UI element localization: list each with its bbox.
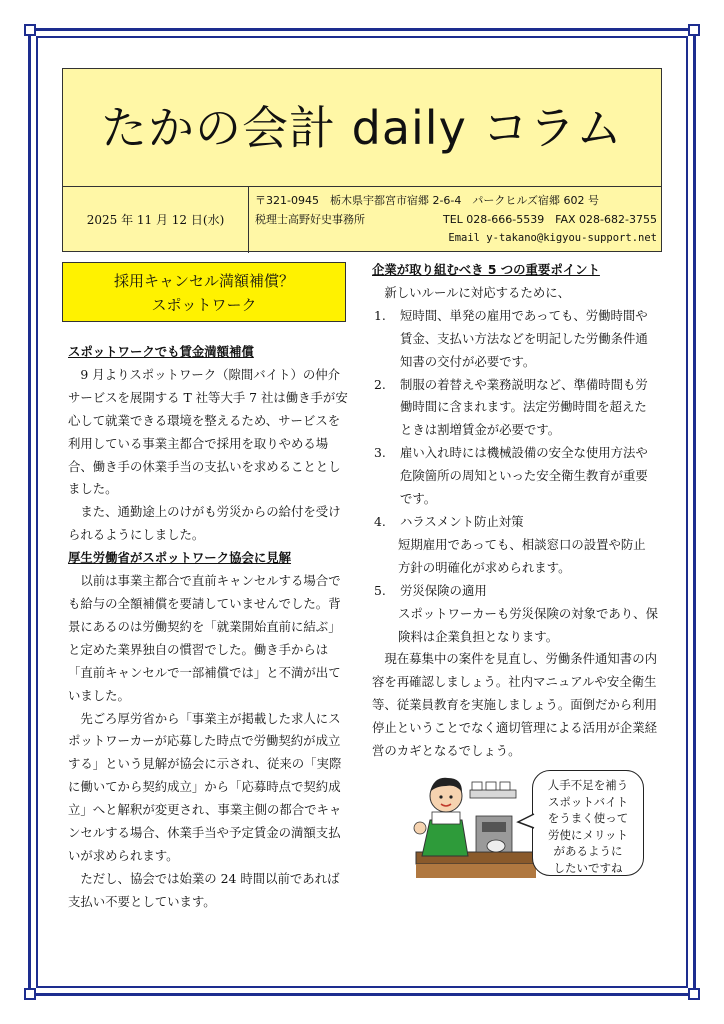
point-item-2 <box>372 374 658 443</box>
bubble-tail <box>516 812 536 832</box>
bubble-line: スポットバイト <box>547 794 629 809</box>
contact-info <box>255 191 657 248</box>
email-address: Email y-takano@kigyou-support.net <box>448 232 657 244</box>
point-number: 2. <box>374 376 386 392</box>
bubble-line: があるように <box>553 844 623 858</box>
paragraph-1: 9 月よりスポットワーク（隙間バイト）の仲介サービスを展開する T 社等大手 7 社は働き手が安心して就業できる環境を整えるため、サービスを利用している事業主都合で採用を取りやめる場合、働き手の休業手当の支払いを求めることとしました。 <box>68 366 348 497</box>
point-number: 5. <box>374 582 386 598</box>
point-4-detail: 短期雇用であっても、相談窓口の設置や防止方針の明確化が求められます。 <box>398 536 646 575</box>
point-text: 制服の着替えや業務説明など、準備時間も労働時間に含まれます。法定労働時間を超えたときは割増賃金が必要です。 <box>400 376 648 438</box>
issue-date: 2025 年 11 月 12 日(水) <box>63 187 249 253</box>
headline-box <box>62 262 346 322</box>
page-title: たかの会計 daily コラム <box>63 69 661 187</box>
speech-bubble <box>532 770 644 876</box>
bubble-line: 人手不足を補う <box>547 778 629 792</box>
point-number: 1. <box>374 307 386 323</box>
office-name: 税理士高野好史事務所 <box>255 213 365 226</box>
paragraph-3: 以前は事業主都合で直前キャンセルする場合でも給与の全額補償を要請していませんでした。背景にあるのは労働契約を「就業開始直前に結ぶ」と定めた業界独自の慣習でした。働き手からは「直前キャンセルで一部補償では」と不満が出ていました。 <box>68 573 341 703</box>
point-item-5 <box>372 580 658 603</box>
point-item-4 <box>372 511 658 534</box>
point-text: 雇い入れ時には機械設備の安全な使用方法や危険箇所の周知といった安全衛生教育が重要です。 <box>400 445 648 507</box>
point-item-3 <box>372 442 658 511</box>
bubble-line: をうまく使って <box>547 811 629 825</box>
headline-line1: 採用キャンセル満額補償？ <box>113 272 294 290</box>
left-column <box>68 341 350 914</box>
point-text: 労災保険の適用 <box>400 582 487 598</box>
point-text: 短時間、単発の雇用であっても、労働時間や賃金、支払い方法などを明記した労働条件通知書の交付が必要です。 <box>400 307 648 369</box>
corner-ornament-bl <box>24 988 36 1000</box>
corner-ornament-tr <box>688 24 700 36</box>
address: 〒321-0945 栃木県宇都宮市宿郷 2-6-4 パークヒルズ宿郷 602 号 <box>255 194 600 207</box>
header-box <box>62 68 662 252</box>
paragraph-5: ただし、協会では始業の 24 時間以前であれば支払い不要としています。 <box>68 870 340 909</box>
corner-ornament-br <box>688 988 700 1000</box>
point-5-detail: スポットワーカーも労災保険の対象であり、保険料は企業負担となります。 <box>398 605 658 644</box>
points-intro: 新しいルールに対応するために、 <box>384 284 571 300</box>
bubble-line: 労使にメリット <box>547 827 629 842</box>
point-item-1 <box>372 305 658 374</box>
paragraph-2: また、通勤途上のけがも労災からの給付を受けられるようにしました。 <box>68 504 341 543</box>
closing-paragraph: 現在募集中の案件を見直し、労働条件通知書の内容を再確認しましょう。社内マニュアルや安全衛生等、従業員教育を実施しましょう。面倒だから利用停止ということでなく適切管理による活用が企業経営のカギとなるでしょう。 <box>372 651 657 759</box>
point-text: ハラスメント防止対策 <box>400 513 524 529</box>
headline-line2: スポットワーク <box>151 296 257 314</box>
tel-fax: TEL 028-666-5539 FAX 028-682-3755 <box>442 213 657 226</box>
points-heading: 企業が取り組むべき 5 つの重要ポイント <box>372 262 600 277</box>
paragraph-4: 先ごろ厚労省から「事業主が掲載した求人にスポットワーカーが応募した時点で労働契約が成立する」という見解が協会に示され、従来の「実際に働いてから契約成立」から「応募時点で契約成立」へと解釈が変更され、事業主側の都合でキャンセルする場合、休業手当や予定賃金の満額支払いが求められます。 <box>68 710 342 863</box>
office-row <box>255 210 657 229</box>
section-heading-1: スポットワークでも賃金満額補償 <box>68 344 254 359</box>
corner-ornament-tl <box>24 24 36 36</box>
right-column <box>372 259 658 763</box>
point-number: 4. <box>374 513 386 529</box>
bubble-line: したいですね <box>553 860 623 875</box>
section-heading-2: 厚生労働省がスポットワーク協会に見解 <box>68 550 292 566</box>
point-number: 3. <box>374 445 386 461</box>
